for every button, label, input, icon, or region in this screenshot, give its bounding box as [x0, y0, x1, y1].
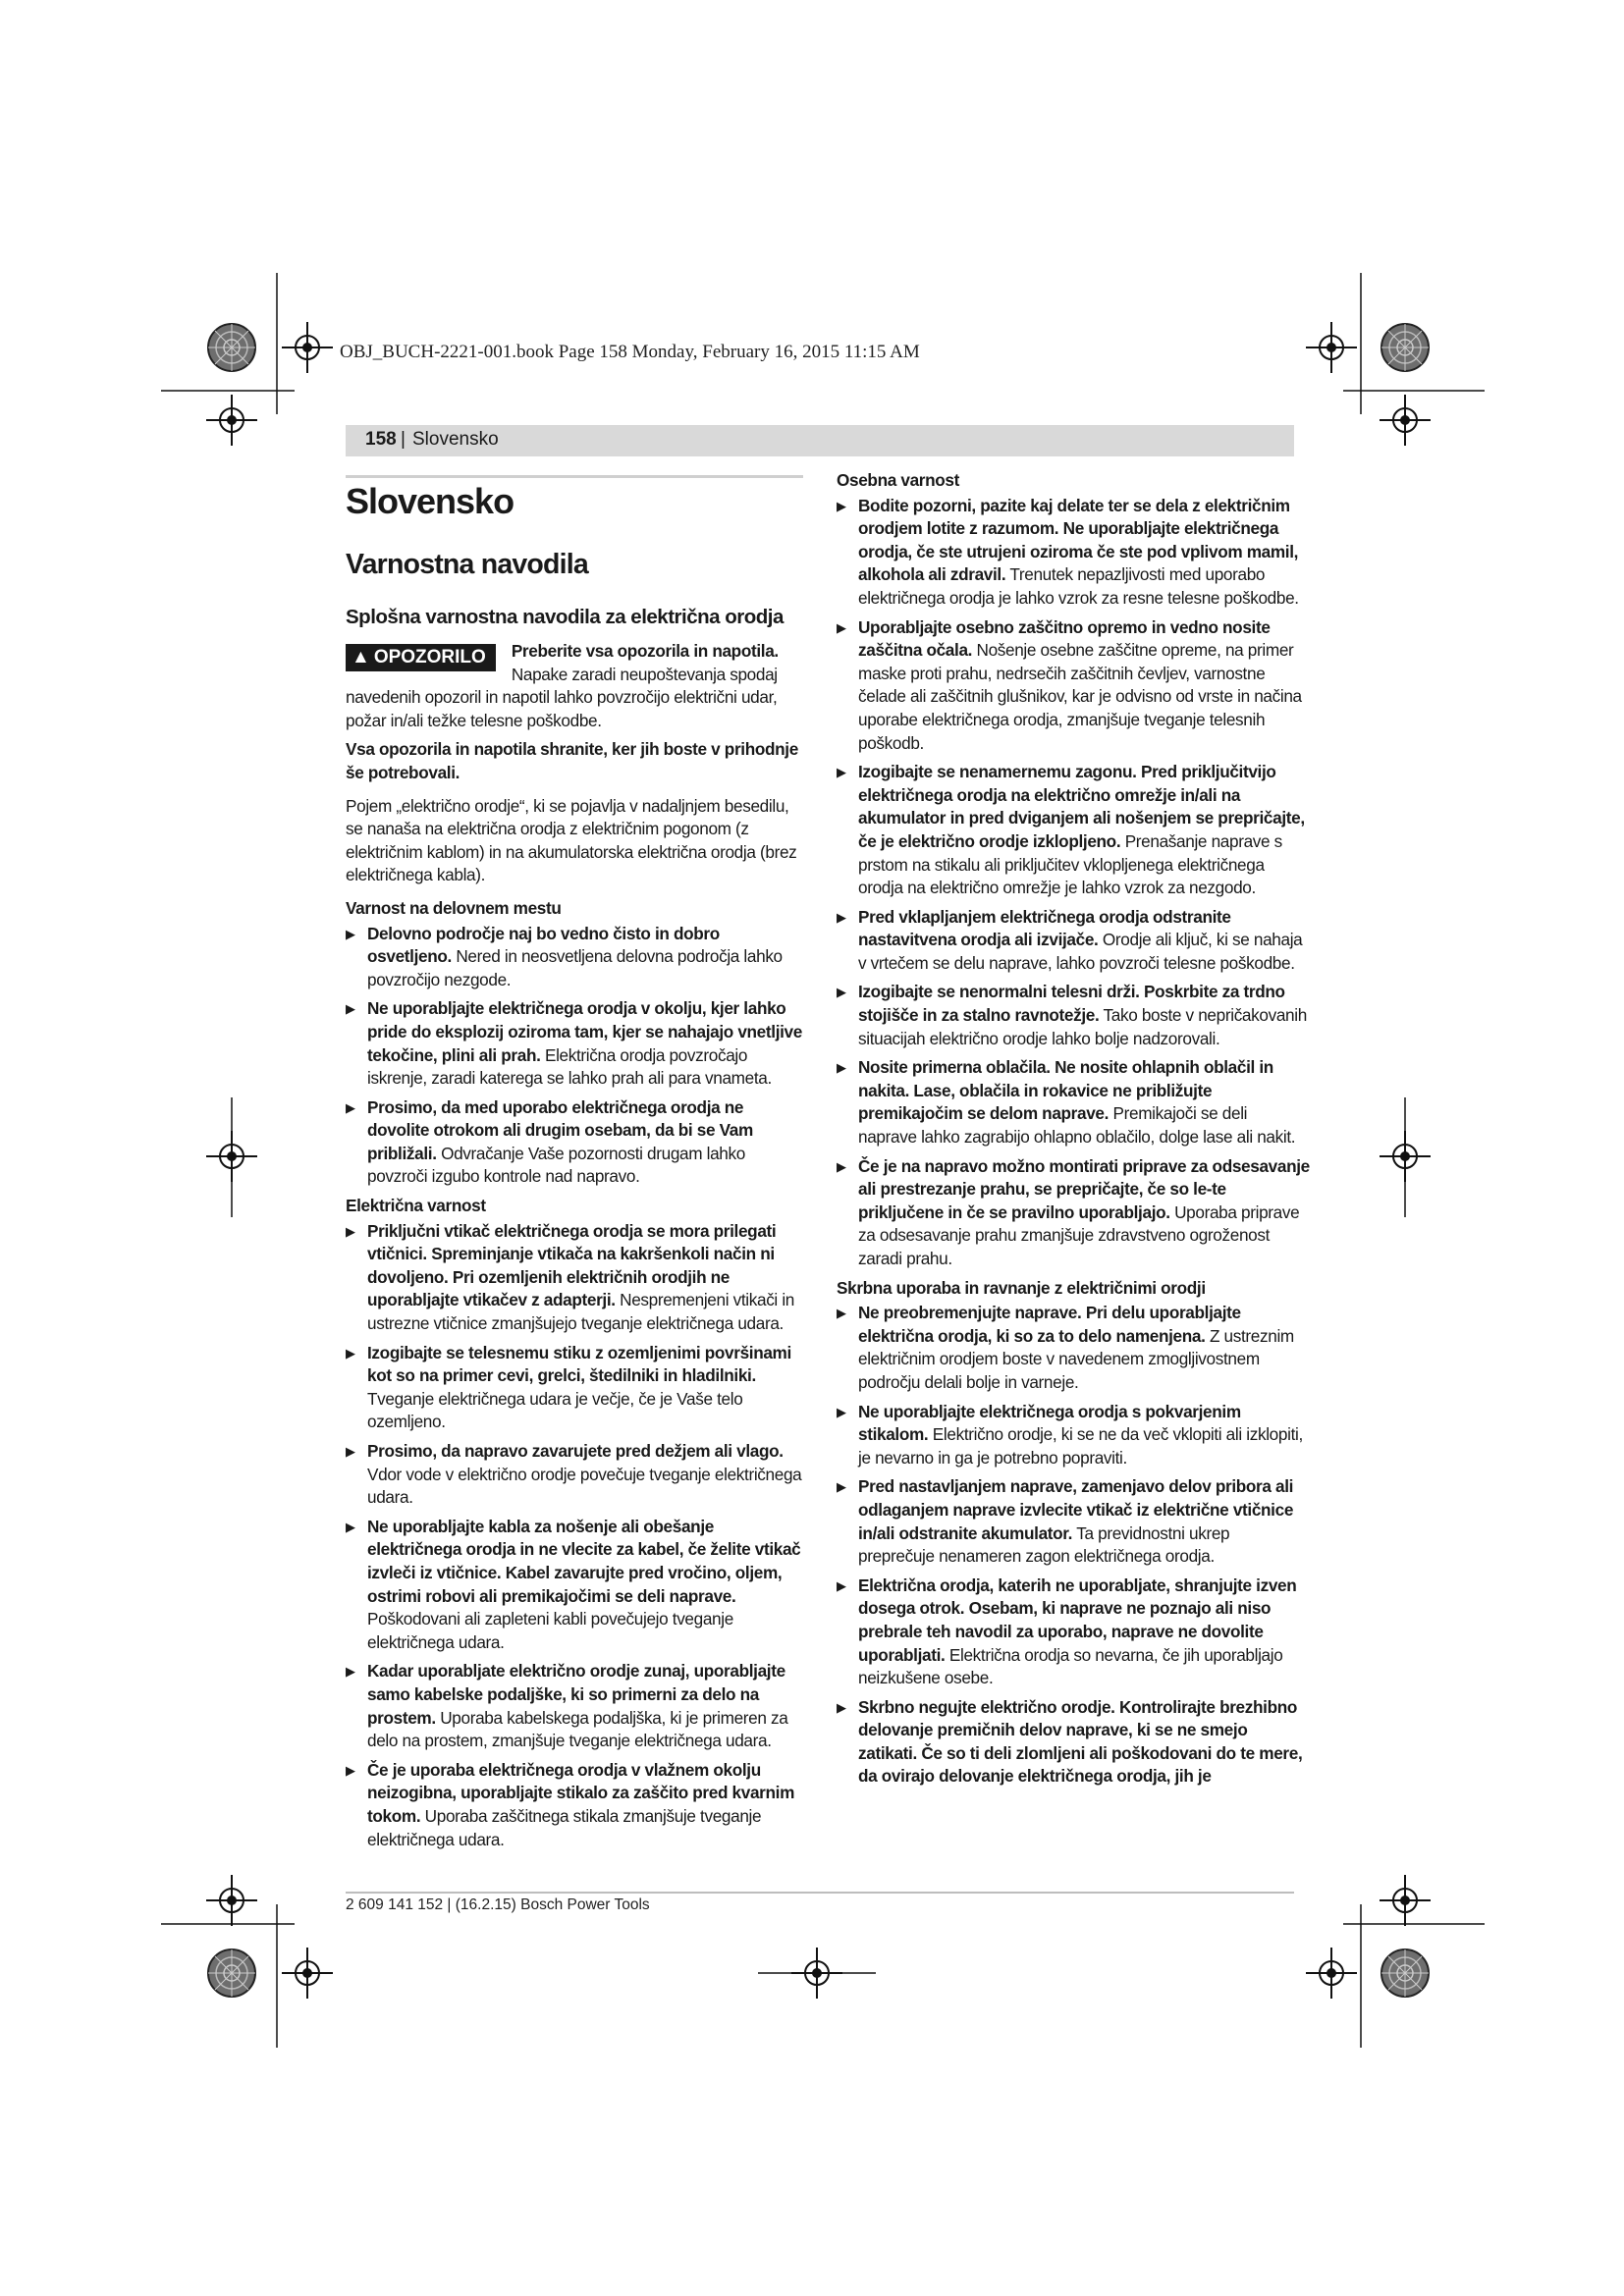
- list-item: [346, 1342, 807, 1434]
- list-item: [346, 1096, 807, 1189]
- warning-block: [346, 640, 807, 732]
- list-item: [837, 1056, 1310, 1148]
- list-item: [837, 1575, 1310, 1690]
- item-bold-text: Električna orodja, katerih ne uporabljate, shranjujte izven dosega otrok. Osebam, ki naprave ne poznajo ali niso prebrale teh navodil za uporabo, naprave ne dovolite uporabljati.: [858, 1575, 1297, 1665]
- left-column: [346, 471, 807, 1857]
- item-bold-text: Izogibajte se nenormalni telesni drži. Poskrbite za trdno stojišče in za stalno ravnotežje.: [858, 982, 1285, 1026]
- bullet-arrow-icon: ▶: [837, 1577, 846, 1593]
- item-text: Tako boste v nepričakovanih situacijah električno orodje lahko bolje nadzorovali.: [858, 1005, 1307, 1048]
- bullet-arrow-icon: ▶: [837, 765, 846, 780]
- item-bold-text: Uporabljajte osebno zaščitno opremo in vedno nosite zaščitna očala.: [858, 616, 1271, 661]
- page-number: 158: [365, 429, 397, 450]
- personal-list: [837, 495, 1310, 1271]
- careful-list: [837, 1302, 1310, 1789]
- workplace-heading: Varnost na delovnem mestu: [346, 897, 562, 918]
- item-bold-text: Bodite pozorni, pazite kaj delate ter se dela z električnim orodjem lotite z razumom. Ne uporabljajte električnega orodja, če ste utrujeni oziroma če ste pod vplivom mamil, alkohola ali zdravil.: [858, 495, 1299, 585]
- list-item: [837, 1475, 1310, 1568]
- footer-rule: [346, 1892, 1294, 1894]
- page-header: [346, 425, 1294, 456]
- right-column: [837, 465, 1310, 1794]
- bullet-arrow-icon: ▶: [837, 1306, 846, 1321]
- item-text: Električna orodja povzročajo iskrenje, zaradi katerega se lahko prah ali para vnameta.: [367, 1044, 772, 1089]
- list-item: [346, 1440, 807, 1510]
- bullet-arrow-icon: ▶: [346, 1223, 355, 1239]
- header-separator: |: [401, 429, 406, 450]
- list-item: [346, 1759, 807, 1851]
- subsection-title: Splošna varnostna navodila za električna orodja: [346, 606, 784, 628]
- list-item: [837, 495, 1310, 611]
- electrical-list: [346, 1220, 807, 1851]
- careful-heading: Skrbna uporaba in ravnanje z električnimi orodji: [837, 1277, 1206, 1298]
- item-text: Vdor vode v električno orodje povečuje tveganje električnega udara.: [367, 1464, 802, 1508]
- section-title: Varnostna navodila: [346, 549, 588, 580]
- item-text: Poškodovani ali zapleteni kabli povečujejo tveganje električnega udara.: [367, 1609, 733, 1652]
- bullet-arrow-icon: ▶: [837, 1699, 846, 1715]
- item-bold-text: Če je na napravo možno montirati priprave za odsesavanje ali prestrezanje prahu, se prepričajte, če so le-te priključene in če se pravilno uporabljajo.: [858, 1155, 1310, 1222]
- bullet-arrow-icon: ▶: [837, 498, 846, 513]
- item-text: Uporaba kabelskega podaljška, ki je primeren za delo na prostem, zmanjšuje tveganje električnega udara.: [367, 1707, 788, 1751]
- header-language: Slovensko: [412, 429, 499, 450]
- list-item: [837, 1302, 1310, 1394]
- list-item: [346, 1516, 807, 1655]
- item-bold-text: Pred nastavljanjem naprave, zamenjavo delov pribora ali odlaganjem naprave izvlecite vtikač iz električne vtičnice in/ali odstranite akumulator.: [858, 1476, 1294, 1543]
- list-item: [837, 1401, 1310, 1470]
- bullet-arrow-icon: ▶: [346, 1345, 355, 1361]
- bullet-arrow-icon: ▶: [837, 1404, 846, 1419]
- bullet-arrow-icon: ▶: [837, 909, 846, 925]
- item-bold-text: Prosimo, da med uporabo električnega orodja ne dovolite otrokom ali drugim osebam, da bi se Vam približali.: [367, 1096, 753, 1163]
- list-item: [837, 761, 1310, 900]
- bullet-arrow-icon: ▶: [346, 926, 355, 941]
- item-bold-text: Pred vklapljanjem električnega orodja odstranite nastavitvena orodja ali izvijače.: [858, 906, 1231, 950]
- item-text: Orodje ali ključ, ki se nahaja v vrtečem se delu naprave, lahko povzroči telesne poškodbe.: [858, 930, 1303, 973]
- item-text: Prenašanje naprave s prstom na stikalu ali priključitev vklopljenega električnega orodja na električno omrežje je lahko vzrok za nezgodo.: [858, 830, 1282, 898]
- item-bold-text: Kadar uporabljate električno orodje zunaj, uporabljajte samo kabelske podaljške, ki so primerni za delo na prostem.: [367, 1661, 785, 1728]
- page-title: Slovensko: [346, 481, 514, 521]
- item-text: Električna orodja so nevarna, če jih uporabljajo neizkušene osebe.: [858, 1644, 1283, 1688]
- item-bold-text: Delovno področje naj bo vedno čisto in dobro osvetljeno.: [367, 923, 720, 967]
- bullet-arrow-icon: ▶: [837, 1158, 846, 1174]
- item-text: Odvračanje Vaše pozornosti drugam lahko povzroči izgubo kontrole nad napravo.: [367, 1143, 745, 1187]
- bullet-arrow-icon: ▶: [346, 1664, 355, 1680]
- keep-notice: Vsa opozorila in napotila shranite, ker jih boste v prihodnje še potrebovali.: [346, 739, 798, 782]
- item-text: Trenutek nepazljivosti med uporabo električnega orodja je lahko vzrok za resne telesne poškodbe.: [858, 564, 1299, 608]
- bullet-arrow-icon: ▶: [346, 1001, 355, 1017]
- item-bold-text: Če je uporaba električnega orodja v vlažnem okolju neizogibna, uporabljajte stikalo za zaščito pred kvarnim tokom.: [367, 1759, 795, 1826]
- item-text: Nespremenjeni vtikači in ustrezne vtičnice zmanjšujejo tveganje električnega udara.: [367, 1290, 795, 1334]
- item-text: Uporaba priprave za odsesavanje prahu zmanjšuje zdravstveno ogroženost zaradi prahu.: [858, 1201, 1300, 1268]
- item-bold-text: Priključni vtikač električnega orodja se mora prilegati vtičnici. Spreminjanje vtikača na kakršenkoli način ni dovoljeno. Pri ozemljenih električnih orodjih ne uporabljajte vtikačev z adapterji.: [367, 1220, 777, 1310]
- definition: Pojem „električno orodje“, ki se pojavlja v nadaljnjem besedilu, se nanaša na električna orodja z električnim pogonom (z električnim kablom) in na akumulatorska električna orodja (brez električnega kabla).: [346, 795, 797, 885]
- item-bold-text: Ne preobremenjujte naprave. Pri delu uporabljajte električna orodja, ki so za to delo namenjena.: [858, 1303, 1241, 1346]
- item-text: Tveganje električnega udara je večje, če je Vaše telo ozemljeno.: [367, 1388, 743, 1432]
- item-text: Nered in neosvetljena delovna področja lahko povzročijo nezgode.: [367, 946, 783, 989]
- bullet-arrow-icon: ▶: [346, 1099, 355, 1115]
- personal-heading: Osebna varnost: [837, 470, 960, 490]
- item-text: Uporaba zaščitnega stikala zmanjšuje tveganje električnega udara.: [367, 1805, 762, 1849]
- list-item: [346, 997, 807, 1090]
- bullet-arrow-icon: ▶: [837, 985, 846, 1000]
- warning-triangle-icon: ▲: [352, 647, 370, 667]
- list-item: [346, 1220, 807, 1336]
- list-item: [837, 1155, 1310, 1271]
- item-text: Premikajoči se deli naprave lahko zagrabijo ohlapno oblačilo, dolge lase ali nakit.: [858, 1103, 1296, 1148]
- item-text: Električno orodje, ki se ne da več vklopiti ali izklopiti, je nevarno in ga je potrebno popraviti.: [858, 1424, 1303, 1468]
- bullet-arrow-icon: ▶: [837, 1060, 846, 1076]
- electrical-heading: Električna varnost: [346, 1196, 486, 1216]
- list-item: [346, 923, 807, 992]
- list-item: [837, 981, 1310, 1050]
- list-item: [346, 1660, 807, 1752]
- list-item: [837, 906, 1310, 976]
- item-bold-text: Ne uporabljajte kabla za nošenje ali obešanje električnega orodja in ne vlecite za kabel, če želite vtikač izvleči iz vtičnice. Kabel zavarujte pred vročino, oljem, ostrimi robovi ali premikajočimi se deli naprave.: [367, 1516, 801, 1606]
- workplace-list: [346, 923, 807, 1190]
- bullet-arrow-icon: ▶: [837, 1479, 846, 1495]
- bullet-arrow-icon: ▶: [346, 1444, 355, 1459]
- item-bold-text: Prosimo, da napravo zavarujete pred dežjem ali vlago.: [367, 1441, 784, 1461]
- slug-line: OBJ_BUCH-2221-001.book Page 158 Monday, February 16, 2015 11:15 AM: [340, 342, 920, 362]
- warning-lead: Preberite vsa opozorila in napotila.: [511, 641, 779, 661]
- item-bold-text: Skrbno negujte električno orodje. Kontrolirajte brezhibno delovanje premičnih delov naprave, ki se ne smejo zatikati. Če so ti deli zlomljeni ali poškodovani do te mere, da ovirajo delovanje električnega orodja, jih je: [858, 1696, 1303, 1787]
- item-bold-text: Ne uporabljajte električnega orodja s pokvarjenim stikalom.: [858, 1401, 1241, 1445]
- bullet-arrow-icon: ▶: [346, 1519, 355, 1534]
- item-text: Z ustreznim električnim orodjem boste v navedenem zmogljivostnem področju delali bolje in varneje.: [858, 1325, 1294, 1392]
- list-item: [837, 616, 1310, 756]
- warning-badge-label: OPOZORILO: [373, 647, 486, 667]
- item-text: Ta previdnostni ukrep preprečuje nenameren zagon električnega orodja.: [858, 1522, 1230, 1567]
- item-bold-text: Nosite primerna oblačila. Ne nosite ohlapnih oblačil in nakita. Lase, oblačila in rokavice ne približujte premikajočim se delom naprave.: [858, 1057, 1273, 1124]
- list-item: [837, 1696, 1310, 1789]
- item-bold-text: Izogibajte se telesnemu stiku z ozemljenimi površinami kot so na primer cevi, grelci, štedilniki in hladilniki.: [367, 1342, 791, 1386]
- item-bold-text: Ne uporabljajte električnega orodja v okolju, kjer lahko pride do eksplozij oziroma tam, kjer se nahajajo vnetljive tekočine, plini ali prah.: [367, 998, 802, 1065]
- warning-badge: [346, 644, 496, 671]
- item-bold-text: Izogibajte se nenamernemu zagonu. Pred priključitvijo električnega orodja na električno omrežje in/ali na akumulator in pred dviganjem ali nošenjem se prepričajte, če je električno orodje izklopljeno.: [858, 762, 1305, 851]
- page-footer: 2 609 141 152 | (16.2.15) Bosch Power Tools: [346, 1896, 650, 1913]
- warning-text: Napake zaradi neupoštevanja spodaj navedenih opozoril in napotil lahko povzročijo električni udar, požar in/ali težke telesne poškodbe.: [346, 664, 778, 730]
- bullet-arrow-icon: ▶: [837, 619, 846, 635]
- item-text: Nošenje osebne zaščitne opreme, na primer maske proti prahu, nedrsečih zaščitnih čevljev, varnostne čelade ali zaščitnih glušnikov, kar je odvisno od vrste in načina uporabe električnega orodja, zmanjšuje tveganje telesnih poškodb.: [858, 640, 1302, 753]
- bullet-arrow-icon: ▶: [346, 1762, 355, 1778]
